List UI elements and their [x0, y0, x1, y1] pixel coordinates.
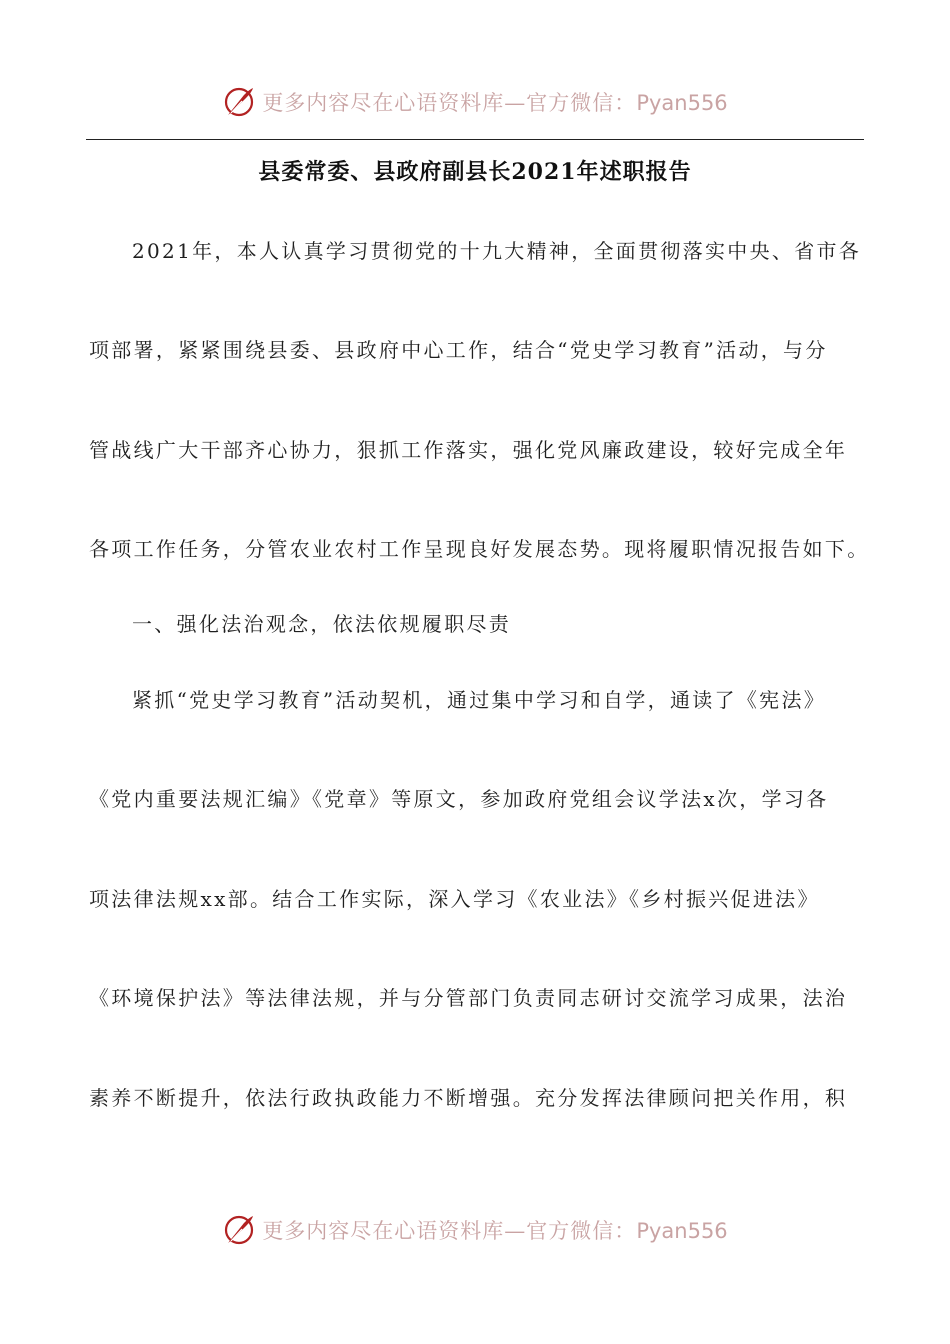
header-divider: [86, 139, 864, 140]
body-line: 管战线广大干部齐心协力，狠抓工作落实，强化党风廉政建设，较好完成全年: [89, 438, 848, 462]
footer-watermark: [0, 1210, 950, 1250]
body-line: 项部署，紧紧围绕县委、县政府中心工作，结合“党史学习教育”活动，与分: [89, 338, 828, 362]
header-watermark: [0, 82, 950, 122]
wechat-id: Pyan556: [636, 91, 728, 115]
watermark-text: 更多内容尽在心语资料库—官方微信：Pyan556: [262, 91, 728, 115]
body-line: 各项工作任务，分管农业农村工作呈现良好发展态势。现将履职情况报告如下。: [89, 537, 870, 561]
body-line: 《党内重要法规汇编》《党章》等原文，参加政府党组会议学法x次，学习各: [89, 787, 829, 811]
body-line: 紧抓“党史学习教育”活动契机，通过集中学习和自学，通读了《宪法》: [132, 688, 827, 712]
body-line: 2021年，本人认真学习贯彻党的十九大精神，全面贯彻落实中央、省市各: [132, 239, 862, 263]
document-title: 县委常委、县政府副县长2021年述职报告: [258, 159, 692, 185]
section-heading: 一、强化法治观念，依法依规履职尽责: [132, 612, 512, 636]
wechat-id: Pyan556: [636, 1219, 728, 1243]
body-line: 项法律法规xx部。结合工作实际，深入学习《农业法》《乡村振兴促进法》: [89, 887, 820, 911]
quill-logo-icon: [222, 1213, 256, 1247]
watermark-text: 更多内容尽在心语资料库—官方微信：Pyan556: [262, 1219, 728, 1243]
body-line: 素养不断提升，依法行政执政能力不断增强。充分发挥法律顾问把关作用，积: [89, 1086, 848, 1110]
body-line: 《环境保护法》等法律法规，并与分管部门负责同志研讨交流学习成果，法治: [89, 986, 848, 1010]
quill-logo-icon: [222, 85, 256, 119]
